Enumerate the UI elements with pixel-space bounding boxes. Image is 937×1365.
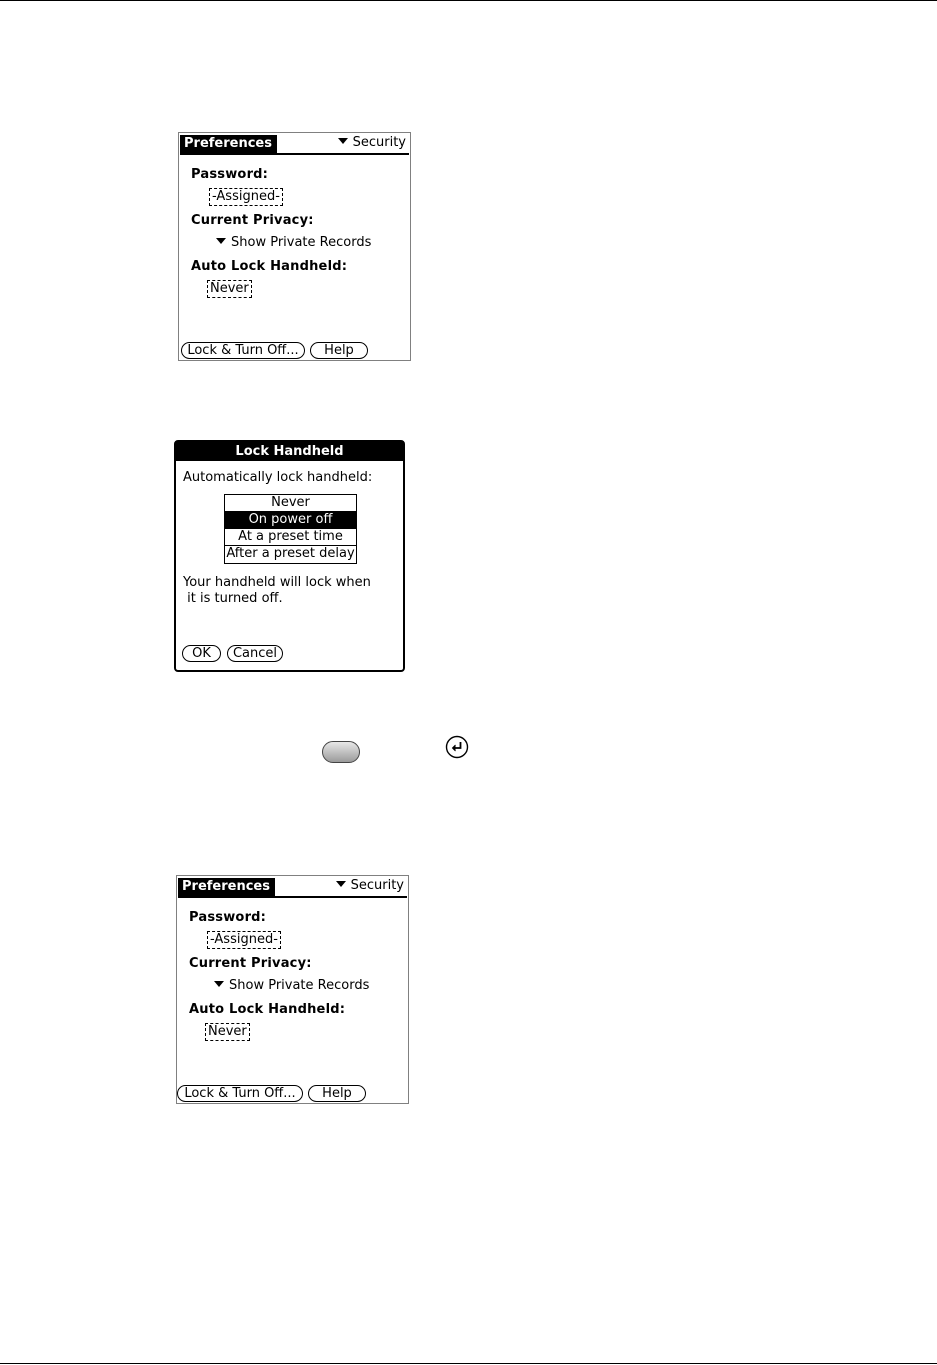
dialog-prompt: Automatically lock handheld:: [183, 470, 373, 485]
help-button[interactable]: Help: [308, 1085, 366, 1102]
password-label: Password:: [191, 167, 269, 182]
password-selector[interactable]: -Assigned-: [207, 931, 281, 949]
page-bottom-rule: [0, 1363, 937, 1364]
category-label: Security: [352, 135, 406, 150]
privacy-dropdown[interactable]: [214, 978, 369, 994]
title-bar: [179, 135, 410, 155]
category-label: Security: [350, 878, 404, 893]
help-button[interactable]: Help: [310, 342, 368, 359]
preferences-screen-top: [178, 132, 411, 361]
title-bar: [177, 878, 408, 898]
autolock-selector[interactable]: Never: [207, 280, 252, 298]
password-label: Password:: [189, 910, 267, 925]
ok-button[interactable]: OK: [182, 645, 221, 662]
privacy-value: Show Private Records: [229, 978, 370, 993]
privacy-label: Current Privacy:: [191, 213, 314, 228]
preferences-screen-bottom: [176, 875, 409, 1104]
lock-options-list: [224, 494, 357, 564]
hardware-button-icon: [322, 741, 360, 763]
dialog-message-line2: it is turned off.: [183, 591, 283, 606]
title-underline: [180, 153, 409, 155]
option-never[interactable]: Never: [225, 495, 356, 512]
autolock-label: Auto Lock Handheld:: [191, 259, 348, 274]
category-dropdown[interactable]: [338, 135, 406, 151]
cancel-button[interactable]: Cancel: [227, 645, 283, 662]
app-title: Preferences: [178, 878, 275, 896]
lock-turn-off-button[interactable]: Lock & Turn Off...: [177, 1085, 303, 1102]
dropdown-arrow-icon: [338, 138, 348, 144]
lock-turn-off-button[interactable]: Lock & Turn Off...: [181, 342, 305, 359]
option-on-power-off[interactable]: On power off: [225, 512, 356, 529]
privacy-value: Show Private Records: [231, 235, 372, 250]
dialog-message: [183, 575, 383, 607]
lock-handheld-dialog: [174, 440, 405, 672]
autolock-selector[interactable]: Never: [205, 1023, 250, 1041]
dropdown-arrow-icon: [214, 981, 224, 987]
password-selector[interactable]: -Assigned-: [209, 188, 283, 206]
option-preset-delay[interactable]: After a preset delay: [226, 546, 355, 561]
privacy-dropdown[interactable]: [216, 235, 371, 251]
app-title: Preferences: [180, 135, 277, 153]
dropdown-arrow-icon: [336, 881, 346, 887]
dialog-title: Lock Handheld: [176, 442, 403, 461]
option-preset-time[interactable]: At a preset time: [225, 529, 356, 546]
title-underline: [178, 896, 407, 898]
category-dropdown[interactable]: [336, 878, 404, 894]
privacy-label: Current Privacy:: [189, 956, 312, 971]
dropdown-arrow-icon: [216, 238, 226, 244]
enter-stroke-icon: [445, 735, 469, 759]
autolock-label: Auto Lock Handheld:: [189, 1002, 346, 1017]
page-top-rule: [0, 0, 937, 1]
dialog-message-line1: Your handheld will lock when: [183, 575, 371, 590]
